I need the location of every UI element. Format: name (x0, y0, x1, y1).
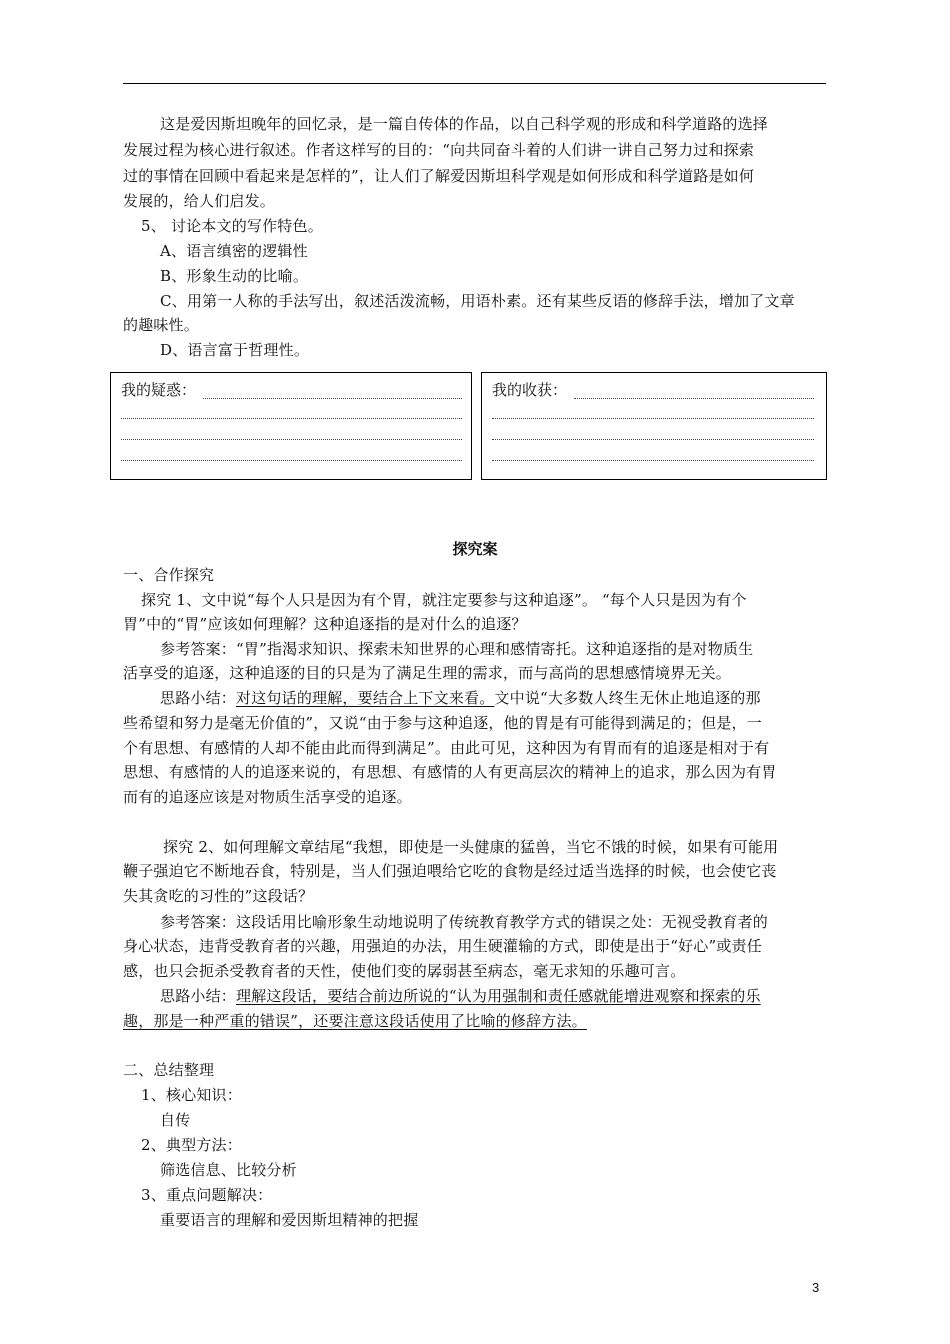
doubt-label: 我的疑惑： (121, 381, 197, 399)
option-b: B、形象生动的比喻。 (160, 267, 309, 285)
key-problem-value: 重要语言的理解和爱因斯坦精神的把握 (160, 1211, 419, 1229)
key-problem-label: 3、重点问题解决： (141, 1186, 273, 1204)
gain-label: 我的收获： (492, 381, 568, 399)
part2-heading: 二、总结整理 (123, 1061, 215, 1079)
doubt-box (110, 372, 472, 480)
summary-2-line-1 (123, 986, 865, 1006)
summary-2-underlined-2: 趣，那是一种严重的错误”，还要注意这段话使用了比喻的修辞方法。 (123, 1012, 587, 1030)
summary-2-prefix: 思路小结： (160, 987, 237, 1005)
option-d: D、语言富于哲理性。 (160, 341, 310, 359)
answer-2-line-1: 参考答案：这段话用比喻形象生动地说明了传统教育教学方式的错误之处：无视受教育者的 (160, 913, 769, 931)
doubt-write-line (121, 460, 462, 461)
intro-line-2: 发展过程为核心进行叙述。作者这样写的目的：“向共同奋斗着的人们讲一讲自己努力过和探索 (123, 141, 755, 159)
gain-box (481, 372, 827, 480)
header-rule (123, 83, 826, 84)
summary-2-line-2 (123, 1011, 828, 1031)
inquiry-2-line-3: 失其贪吃的习性的”这段话？ (123, 887, 314, 905)
doubt-write-line (121, 439, 462, 440)
answer-2-line-2: 身心状态，违背受教育者的兴趣，用强迫的办法，用生硬灌输的方式，即使是出于“好心”或责任 (123, 937, 762, 955)
answer-1-line-2: 活享受的追逐，这种追逐的目的只是为了满足生理的需求，而与高尚的思想感情境界无关。 (123, 664, 732, 682)
core-knowledge-value: 自传 (160, 1111, 191, 1129)
answer-1-line-1: 参考答案：“胃”指渴求知识、探索未知世界的心理和感情寄托。这种追逐指的是对物质生 (160, 640, 754, 658)
summary-1-line-5: 而有的追逐应该是对物质生活享受的追逐。 (123, 788, 412, 806)
intro-line-4: 发展的，给人们启发。 (123, 192, 276, 210)
gain-write-line (492, 418, 814, 419)
core-knowledge-label: 1、核心知识： (141, 1086, 242, 1104)
summary-1-prefix: 思路小结： (160, 689, 237, 707)
part1-heading: 一、合作探究 (123, 566, 215, 584)
summary-2-underlined-1: 理解这段话，要结合前边所说的“认为用强制和责任感就能增进观察和探索的乐 (236, 987, 761, 1005)
inquiry-1-line-2: 胃”中的“胃”应该如何理解？这种追逐指的是对什么的追逐？ (123, 615, 527, 633)
method-label: 2、典型方法： (141, 1136, 242, 1154)
doubt-write-line (121, 418, 462, 419)
method-value: 筛选信息、比较分析 (160, 1161, 297, 1179)
inquiry-2-line-2: 鞭子强迫它不断地吞食，特别是，当人们强迫喂给它吃的食物是经过适当选择的时候，也会使它丧 (123, 862, 777, 880)
inquiry-1-line-1: 探究 1、文中说“每个人只是因为有个胃，就注定要参与这种追逐”。 “每个人只是因为有个 (141, 591, 747, 609)
option-a: A、语言缜密的逻辑性 (160, 242, 308, 260)
summary-1-line-3: 个有思想、有感情的人却不能由此而得到满足”。由此可见，这种因为有胃而有的追逐是相对于有 (123, 739, 770, 757)
doubt-write-line (203, 398, 462, 399)
page-number: 3 (812, 1280, 820, 1295)
option-c-line-1: C、用第一人称的手法写出，叙述活泼流畅，用语朴素。还有某些反语的修辞手法，增加了文章 (160, 292, 795, 310)
answer-2-line-3: 感，也只会扼杀受教育者的天性，使他们变的孱弱甚至病态，毫无求知的乐趣可言。 (123, 962, 686, 980)
gain-write-line (492, 460, 814, 461)
summary-1-line-1 (123, 688, 865, 708)
section-title: 探究案 (452, 540, 498, 558)
summary-1-line-2: 些希望和努力是毫无价值的”，又说“由于参与这种追逐，他的胃是有可能得到满足的；但是，一 (123, 714, 762, 732)
summary-1-underlined: 对这句话的理解，要结合上下文来看。 (236, 689, 495, 707)
intro-line-3: 过的事情在回顾中看起来是怎样的”，让人们了解爱因斯坦科学观是如何形成和科学道路是如何 (123, 167, 755, 185)
inquiry-2-line-1: 探究 2、如何理解文章结尾“我想，即使是一头健康的猛兽，当它不饿的时候，如果有可能用 (163, 838, 779, 856)
gain-write-line (492, 439, 814, 440)
intro-line-1: 这是爱因斯坦晚年的回忆录，是一篇自传体的作品，以自己科学观的形成和科学道路的选择 (160, 115, 769, 133)
summary-1-line-4: 思想、有感情的人的追逐来说的，有思想、有感情的人有更高层次的精神上的追求，那么因为有胃 (123, 763, 777, 781)
question-5: 5、 讨论本文的写作特色。 (141, 217, 323, 235)
option-c-line-2: 的趣味性。 (123, 316, 200, 334)
gain-write-line (574, 398, 814, 399)
summary-1-rest: 文中说“大多数人终生无休止地追逐的那 (494, 689, 761, 707)
